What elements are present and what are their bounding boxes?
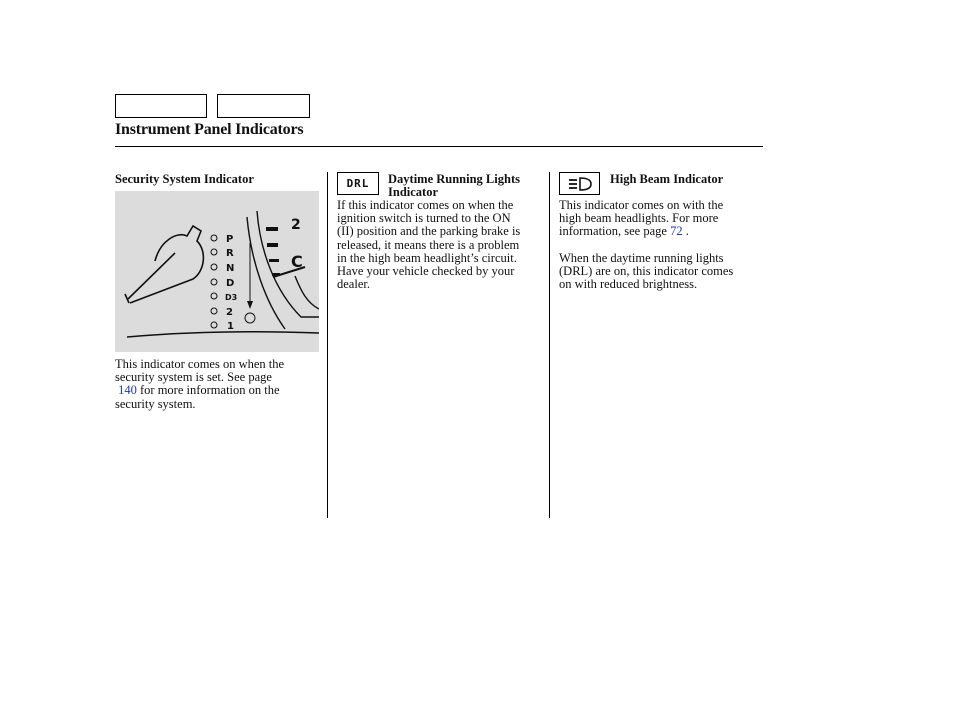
gear-label-r: R xyxy=(226,248,234,259)
column-divider xyxy=(327,172,328,518)
high-beam-body xyxy=(559,199,723,239)
text-line: (DRL) are on, this indicator comes xyxy=(559,264,734,279)
gear-label-2: 2 xyxy=(226,307,233,318)
text-line: ignition switch is turned to the ON xyxy=(337,211,511,226)
text-line: on with reduced brightness. xyxy=(559,277,698,292)
nav-button-index[interactable] xyxy=(217,94,310,118)
text-fragment: for more information on the xyxy=(136,383,280,398)
text-line: This indicator comes on when the xyxy=(115,357,285,371)
text-line xyxy=(115,384,284,397)
title-rule xyxy=(115,146,763,147)
gear-label-d: D xyxy=(226,278,235,289)
text-line: This indicator comes on with the xyxy=(559,198,724,212)
svg-text:C: C xyxy=(291,252,303,271)
text-line: If this indicator comes on when the xyxy=(337,198,514,212)
text-line: released, it means there is a problem xyxy=(337,237,520,252)
drl-heading-line: Indicator xyxy=(388,185,438,199)
text-line: (II) position and the parking brake is xyxy=(337,224,521,239)
text-line: When the daytime running lights xyxy=(559,251,724,265)
text-line: in the high beam headlight’s circuit. xyxy=(337,250,517,265)
gear-label-1: 1 xyxy=(227,321,234,332)
text-line xyxy=(559,225,723,238)
gear-label-d3: D3 xyxy=(225,293,238,302)
page-title: Instrument Panel Indicators xyxy=(115,121,304,138)
svg-text:2: 2 xyxy=(291,217,301,233)
gear-position-indicator-illustration xyxy=(115,191,319,352)
column-divider xyxy=(549,172,550,518)
gear-label-p: P xyxy=(226,234,234,245)
security-heading: Security System Indicator xyxy=(115,172,254,186)
text-line: high beam headlights. For more xyxy=(559,211,719,226)
high-beam-heading: High Beam Indicator xyxy=(610,172,724,186)
drl-heading xyxy=(388,173,520,199)
text-line: Have your vehicle checked by your xyxy=(337,264,515,279)
drl-icon-label: DRL xyxy=(346,177,370,190)
text-fragment: information, see page xyxy=(559,224,671,239)
text-fragment: . xyxy=(682,224,689,239)
drl-body xyxy=(337,199,520,291)
drl-indicator-icon xyxy=(337,172,379,195)
high-beam-icon xyxy=(559,172,600,195)
security-body xyxy=(115,358,284,411)
nav-button-contents[interactable] xyxy=(115,94,207,118)
gear-label-n: N xyxy=(226,263,235,274)
drl-heading-line: Daytime Running Lights xyxy=(388,172,520,186)
text-line: security system. xyxy=(115,396,196,411)
page-link-72[interactable]: 72 xyxy=(670,224,683,239)
text-line: dealer. xyxy=(337,277,370,292)
page-link-140[interactable]: 140 xyxy=(118,383,137,398)
high-beam-drl-note xyxy=(559,252,733,292)
text-line: security system is set. See page xyxy=(115,370,272,385)
